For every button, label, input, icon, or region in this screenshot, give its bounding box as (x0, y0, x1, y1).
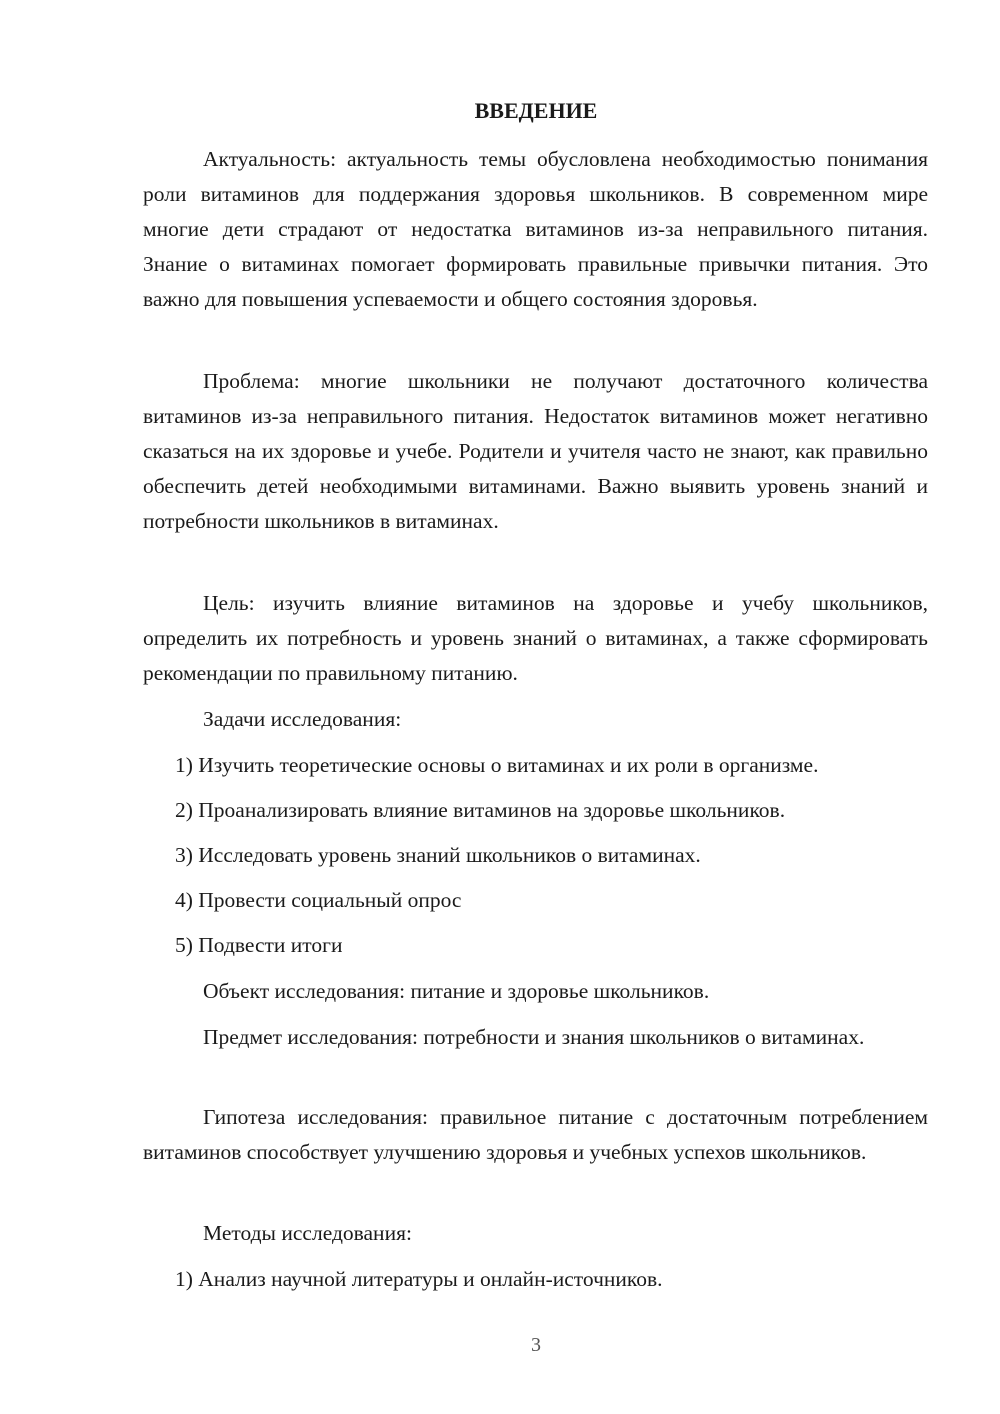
problem-paragraph: Проблема: многие школьники не получают достаточного количества витаминов из-за неправильного питания. Недостаток витаминов может негативно сказаться на их здоровье и учебе. Родители и учителя часто не знают, как правильно обеспечить детей необходимыми витаминами. Важно выявить уровень знаний и потребности школьников в витаминах. (143, 369, 928, 533)
hypothesis-paragraph-block (143, 1100, 928, 1170)
tasks-heading-block (143, 702, 928, 737)
subject-paragraph: Предмет исследования: потребности и знания школьников о витаминах. (203, 1025, 865, 1049)
problem-paragraph-block (143, 364, 928, 539)
tasks-heading: Задачи исследования: (203, 707, 402, 731)
object-paragraph-block (143, 974, 928, 1009)
methods-list (143, 1262, 928, 1297)
task-item-3: 3) Исследовать уровень знаний школьников о витаминах. (175, 843, 701, 867)
goal-paragraph-block (143, 586, 928, 691)
methods-heading-block (143, 1216, 928, 1251)
task-item-5: 5) Подвести итоги (175, 933, 343, 957)
subject-paragraph-block (143, 1020, 928, 1055)
relevance-paragraph-block (143, 142, 928, 317)
relevance-paragraph: Актуальность: актуальность темы обусловлена необходимостью понимания роли витаминов для поддержания здоровья школьников. В современном мире многие дети страдают от недостатка витаминов из-за неправильного питания. Знание о витаминах помогает формировать правильные привычки питания. Это важно для повышения успеваемости и общего состояния здоровья. (143, 147, 928, 311)
method-item-1: 1) Анализ научной литературы и онлайн-источников. (175, 1267, 663, 1291)
methods-heading: Методы исследования: (203, 1221, 412, 1245)
hypothesis-paragraph: Гипотеза исследования: правильное питание с достаточным потреблением витаминов способствует улучшению здоровья и учебных успехов школьников. (143, 1105, 928, 1164)
page-title: ВВЕДЕНИЕ (474, 98, 598, 123)
tasks-list (143, 748, 928, 963)
task-item-2: 2) Проанализировать влияние витаминов на здоровье школьников. (175, 798, 786, 822)
task-item-1: 1) Изучить теоретические основы о витаминах и их роли в организме. (175, 753, 819, 777)
page-number: 3 (531, 1334, 541, 1356)
object-paragraph: Объект исследования: питание и здоровье школьников. (203, 979, 710, 1003)
goal-paragraph: Цель: изучить влияние витаминов на здоровье и учебу школьников, определить их потребность и уровень знаний о витаминах, а также сформировать рекомендации по правильному питанию. (143, 591, 928, 685)
task-item-4: 4) Провести социальный опрос (175, 888, 462, 912)
